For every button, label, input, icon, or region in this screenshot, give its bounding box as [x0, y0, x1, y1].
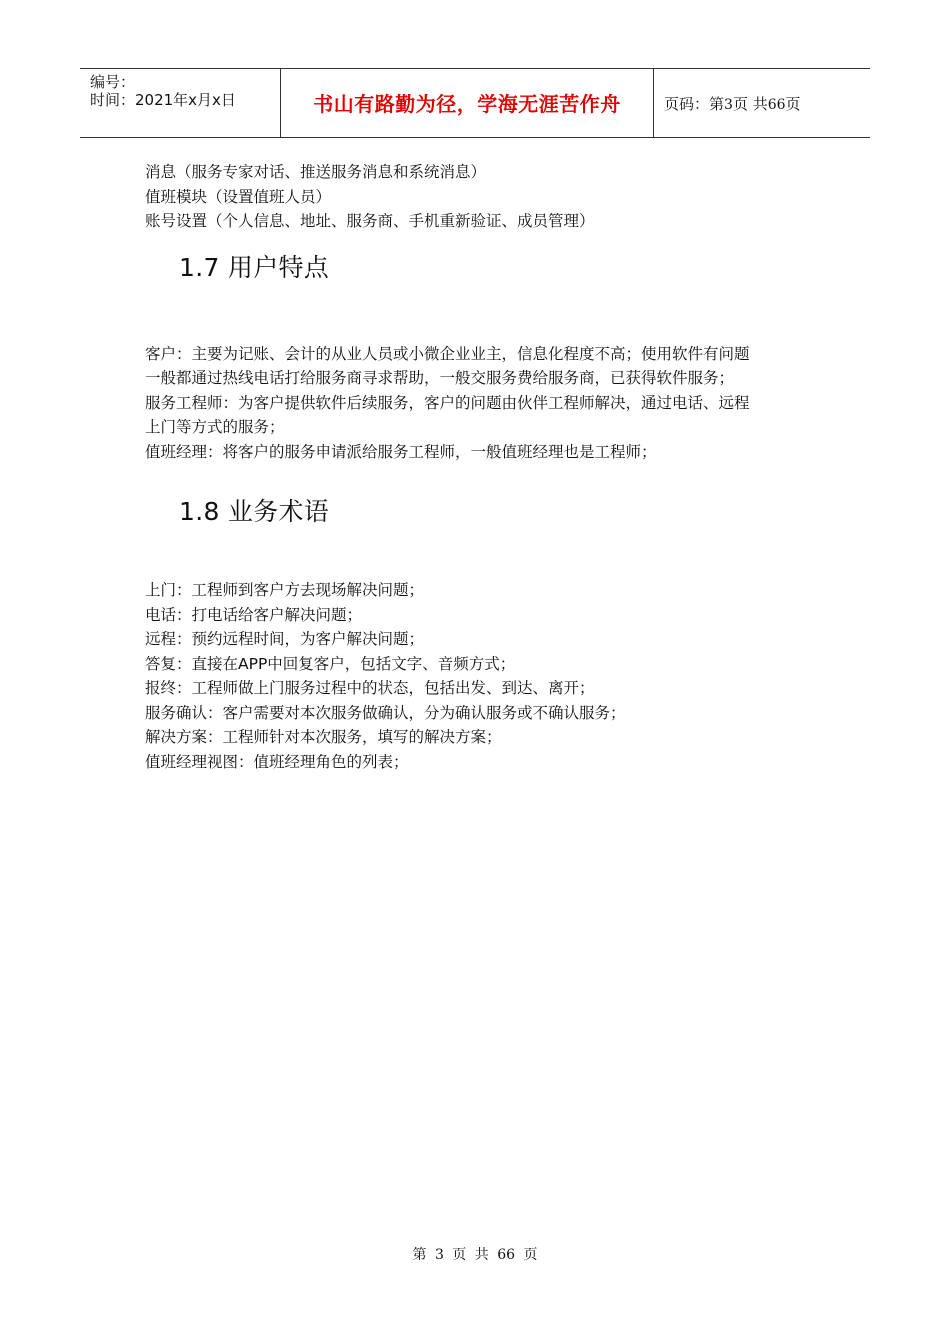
user-features-line: 上门等方式的服务； — [145, 418, 285, 436]
term-line: 电话：打电话给客户解决问题； — [145, 605, 363, 624]
page-total: 66 — [767, 97, 786, 113]
term-line: 报终：工程师做上门服务过程中的状态，包括出发、到达、离开； — [145, 679, 595, 697]
user-features-line: 一般都通过热线电话打给服务商寻求帮助，一般交服务费给服务商，已获得软件服务； — [145, 369, 735, 387]
user-features-line: 客户：主要为记账、会计的从业人员或小微企业业主，信息化程度不高；使用软件有问题 — [145, 344, 750, 363]
page-suffix: 页 — [785, 95, 801, 113]
intro-line: 账号设置（个人信息、地址、服务商、手机重新验证、成员管理） — [145, 212, 595, 230]
header-info-cell — [80, 69, 281, 137]
page-current: 3 — [724, 97, 733, 113]
motto: 书山有路勤为径，学海无涯苦作舟 — [313, 92, 621, 116]
time-label: 时间：2021年x月x日 — [90, 91, 236, 109]
user-features-line: 服务工程师：为客户提供软件后续服务，客户的问题由伙伴工程师解决，通过电话、远程 — [145, 393, 750, 412]
page-footer: 第 3 页 共 66 页 — [412, 1247, 538, 1263]
term-line: 解决方案：工程师针对本次服务，填写的解决方案； — [145, 728, 502, 746]
section-heading-user-features: 1.7 用户特点 — [179, 252, 330, 282]
header-page-cell — [654, 69, 870, 137]
user-features-line: 值班经理：将客户的服务申请派给服务工程师，一般值班经理也是工程师； — [145, 442, 657, 461]
serial-label: 编号： — [90, 73, 136, 91]
page-prefix: 页码：第 — [664, 95, 725, 113]
intro-line: 消息（服务专家对话、推送服务消息和系统消息） — [145, 163, 487, 181]
intro-line: 值班模块（设置值班人员） — [145, 187, 332, 206]
page-code — [664, 94, 801, 115]
term-line: 值班经理视图：值班经理角色的列表； — [145, 752, 409, 771]
term-line: 服务确认：客户需要对本次服务做确认，分为确认服务或不确认服务； — [145, 703, 626, 722]
term-line: 上门：工程师到客户方去现场解决问题； — [145, 581, 425, 599]
page-header — [80, 68, 870, 138]
term-line: 远程：预约远程时间，为客户解决问题； — [145, 630, 425, 648]
section-heading-business-terms: 1.8 业务术语 — [179, 497, 330, 526]
document-body — [145, 160, 825, 774]
header-motto-cell — [281, 69, 654, 137]
page-middle: 页 共 — [732, 95, 768, 113]
term-line: 答复：直接在APP中回复客户，包括文字、音频方式； — [145, 654, 516, 673]
